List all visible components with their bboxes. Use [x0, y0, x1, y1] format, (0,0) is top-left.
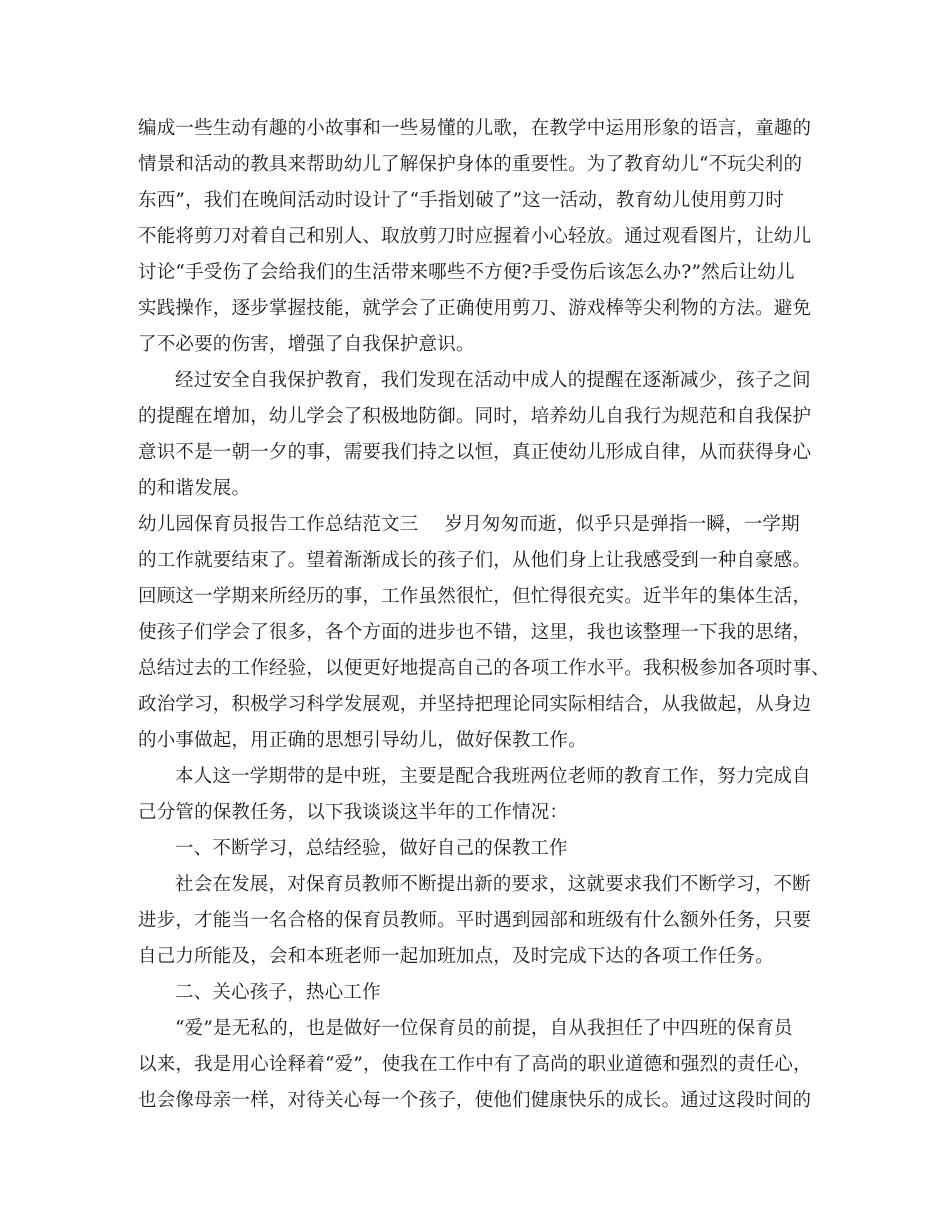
text-line: 自己力所能及，会和本班老师一起加班加点，及时完成下达的各项工作任务。	[138, 946, 774, 967]
text-line: 也会像母亲一样，对待关心每一个孩子，使他们健康快乐的成长。通过这段时间的	[138, 1090, 812, 1111]
text-line: 意识不是一朝一夕的事，需要我们持之以恒，真正使幼儿形成自律，从而获得身心	[138, 442, 812, 463]
text-line: 使孩子们学会了很多，各个方面的进步也不错，这里，我也该整理一下我的思绪，	[138, 622, 812, 643]
text-line: 情景和活动的教具来帮助幼儿了解保护身体的重要性。为了教育幼儿“不玩尖利的	[138, 154, 803, 175]
text-line: 的工作就要结束了。望着渐渐成长的孩子们，从他们身上让我感受到一种自豪感。	[138, 550, 812, 571]
subheading-line: 二、关心孩子，热心工作	[175, 982, 381, 1003]
text-line: 的小事做起，用正确的思想引导幼儿，做好保教工作。	[138, 730, 587, 751]
text-line: 了不必要的伤害，增强了自我保护意识。	[138, 334, 475, 355]
text-line: 进步，才能当一名合格的保育员教师。平时遇到园部和班级有什么额外任务，只要	[138, 910, 812, 931]
text-line: 实践操作，逐步掌握技能，就学会了正确使用剪刀、游戏棒等尖利物的方法。避免	[138, 298, 812, 319]
text-line: 己分管的保教任务，以下我谈谈这半年的工作情况：	[138, 802, 569, 823]
text-line: 编成一些生动有趣的小故事和一些易懂的儿歌，在教学中运用形象的语言，童趣的	[138, 118, 812, 139]
paragraph-start-line: 本人这一学期带的是中班，主要是配合我班两位老师的教育工作，努力完成自	[175, 766, 811, 787]
section-heading: 幼儿园保育员报告工作总结范文三	[138, 514, 419, 535]
subheading-line: 一、不断学习，总结经验，做好自己的保教工作	[175, 838, 568, 859]
text-line: 回顾这一学期来所经历的事，工作虽然很忙，但忙得很充实。近半年的集体生活，	[138, 586, 812, 607]
paragraph-start-line: “爱”是无私的，也是做好一位保育员的前提，自从我担任了中四班的保育员	[175, 1018, 793, 1039]
heading-line	[138, 513, 800, 537]
text-line: 岁月匆匆而逝，似乎只是弹指一瞬，一学期	[444, 514, 800, 535]
text-line: 政治学习，积极学习科学发展观，并坚持把理论同实际相结合，从我做起，从身边	[138, 694, 812, 715]
paragraph-start-line: 经过安全自我保护教育，我们发现在活动中成人的提醒在逐渐减少，孩子之间	[175, 370, 811, 391]
text-line: 不能将剪刀对着自己和别人、取放剪刀时应握着小心轻放。通过观看图片，让幼儿	[138, 226, 812, 247]
text-line: 的提醒在增加，幼儿学会了积极地防御。同时，培养幼儿自我行为规范和自我保护	[138, 406, 812, 427]
text-line: 讨论“手受伤了会给我们的生活带来哪些不方便?手受伤后该怎么办?”然后让幼儿	[138, 262, 795, 283]
text-line: 东西”，我们在晚间活动时设计了“手指划破了”这一活动，教育幼儿使用剪刀时	[138, 190, 785, 211]
paragraph-start-line: 社会在发展，对保育员教师不断提出新的要求，这就要求我们不断学习，不断	[175, 874, 811, 895]
text-line: 总结过去的工作经验，以便更好地提高自己的各项工作水平。我积极参加各项时事、	[138, 658, 830, 679]
text-line: 的和谐发展。	[138, 478, 251, 499]
text-line: 以来，我是用心诠释着“爱”，使我在工作中有了高尚的职业道德和强烈的责任心，	[138, 1054, 812, 1075]
